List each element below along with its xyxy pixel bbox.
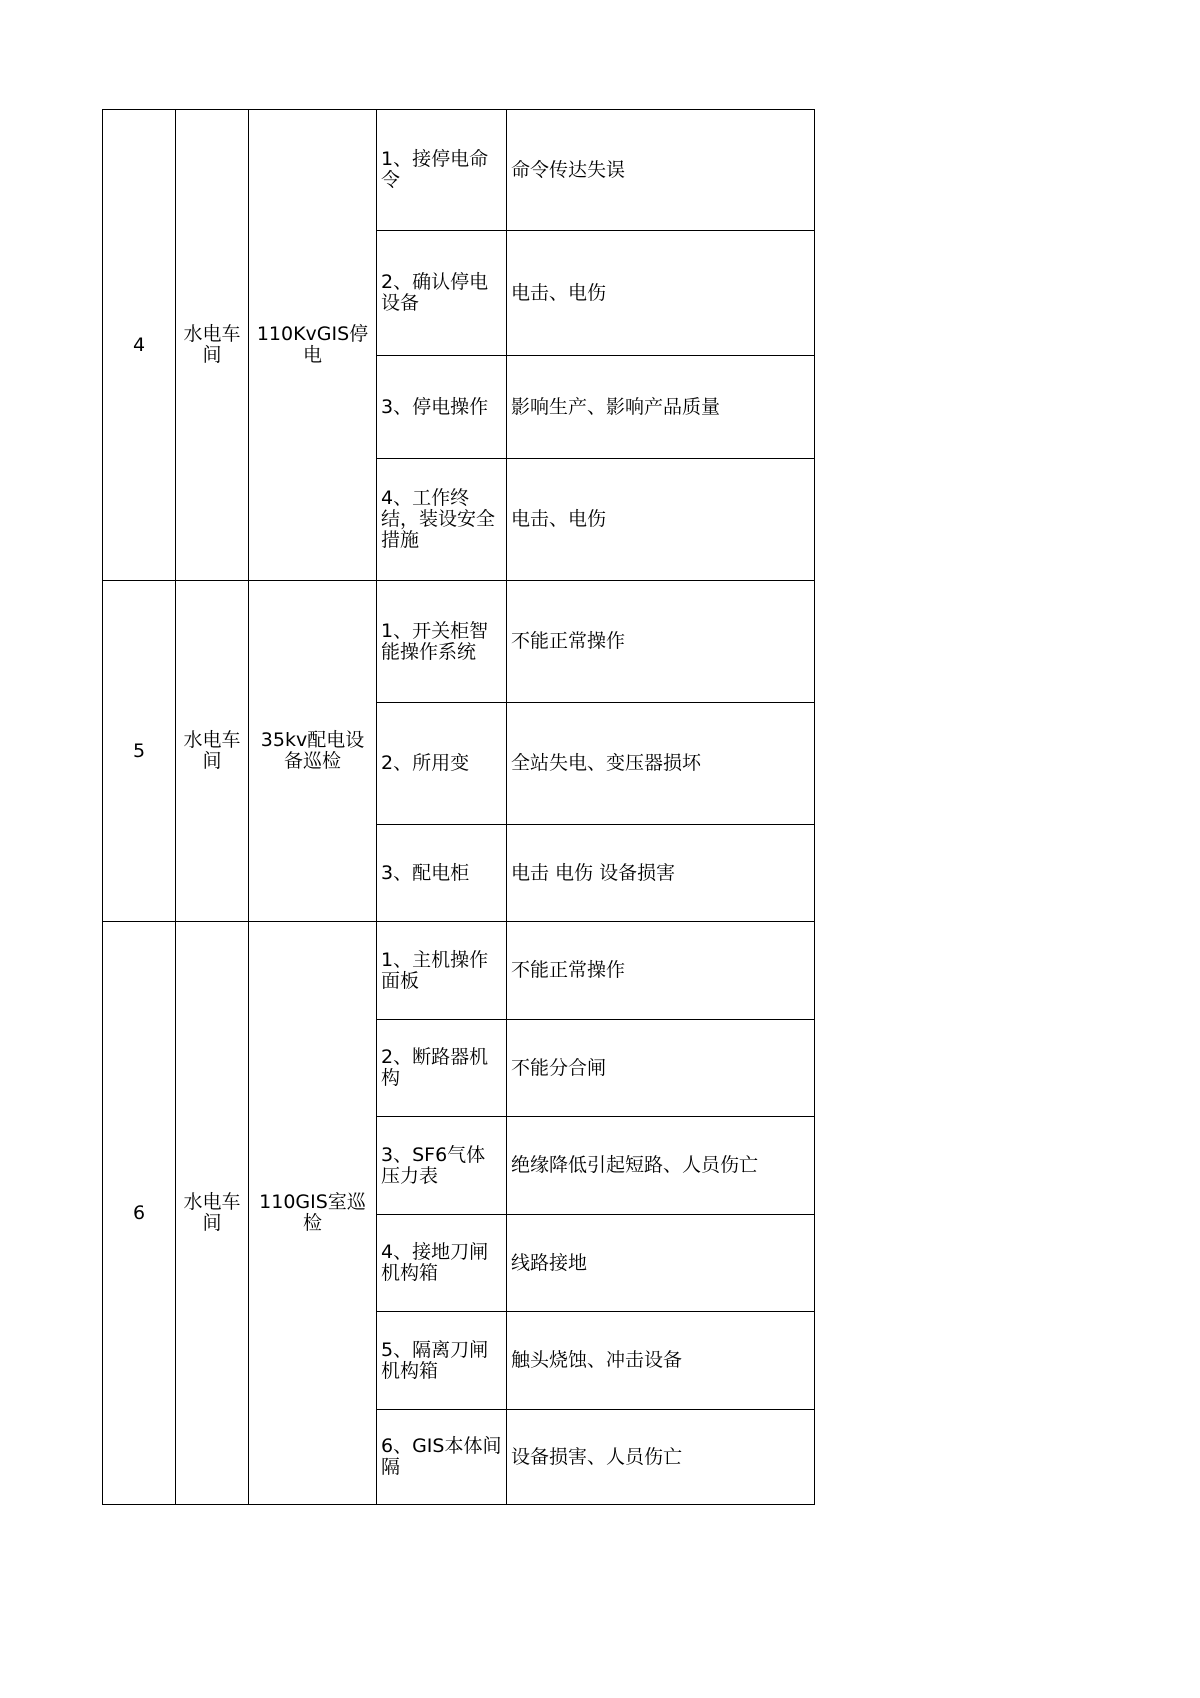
risk-cell: 不能正常操作 <box>507 922 815 1020</box>
task-cell: 35kv配电设备巡检 <box>249 581 377 922</box>
risk-cell: 电击、电伤 <box>507 231 815 356</box>
hazard-table <box>102 109 815 1505</box>
row-number-cell: 6 <box>103 922 176 1505</box>
step-cell: 1、开关柜智能操作系统 <box>377 581 507 703</box>
step-cell: 2、所用变 <box>377 703 507 825</box>
step-cell: 3、SF6气体压力表 <box>377 1117 507 1215</box>
risk-cell: 线路接地 <box>507 1215 815 1312</box>
risk-cell: 命令传达失误 <box>507 110 815 231</box>
step-cell: 5、隔离刀闸机构箱 <box>377 1312 507 1410</box>
step-cell: 6、GIS本体间隔 <box>377 1410 507 1505</box>
table-row <box>103 110 815 231</box>
step-cell: 2、确认停电设备 <box>377 231 507 356</box>
risk-cell: 触头烧蚀、冲击设备 <box>507 1312 815 1410</box>
step-cell: 4、接地刀闸机构箱 <box>377 1215 507 1312</box>
step-cell: 1、主机操作面板 <box>377 922 507 1020</box>
department-cell: 水电车间 <box>176 581 249 922</box>
task-cell: 110GIS室巡检 <box>249 922 377 1505</box>
table-row <box>103 581 815 703</box>
department-cell: 水电车间 <box>176 110 249 581</box>
step-cell: 3、配电柜 <box>377 825 507 922</box>
department-cell: 水电车间 <box>176 922 249 1505</box>
task-cell: 110KvGIS停电 <box>249 110 377 581</box>
table-row <box>103 922 815 1020</box>
step-cell: 4、工作终结，装设安全措施 <box>377 459 507 581</box>
risk-cell: 不能分合闸 <box>507 1020 815 1117</box>
risk-cell: 电击、电伤 <box>507 459 815 581</box>
risk-cell: 电击 电伤 设备损害 <box>507 825 815 922</box>
step-cell: 2、断路器机构 <box>377 1020 507 1117</box>
row-number-cell: 4 <box>103 110 176 581</box>
risk-cell: 全站失电、变压器损坏 <box>507 703 815 825</box>
row-number-cell: 5 <box>103 581 176 922</box>
risk-cell: 设备损害、人员伤亡 <box>507 1410 815 1505</box>
risk-cell: 不能正常操作 <box>507 581 815 703</box>
risk-cell: 影响生产、影响产品质量 <box>507 356 815 459</box>
step-cell: 1、接停电命令 <box>377 110 507 231</box>
step-cell: 3、停电操作 <box>377 356 507 459</box>
risk-cell: 绝缘降低引起短路、人员伤亡 <box>507 1117 815 1215</box>
